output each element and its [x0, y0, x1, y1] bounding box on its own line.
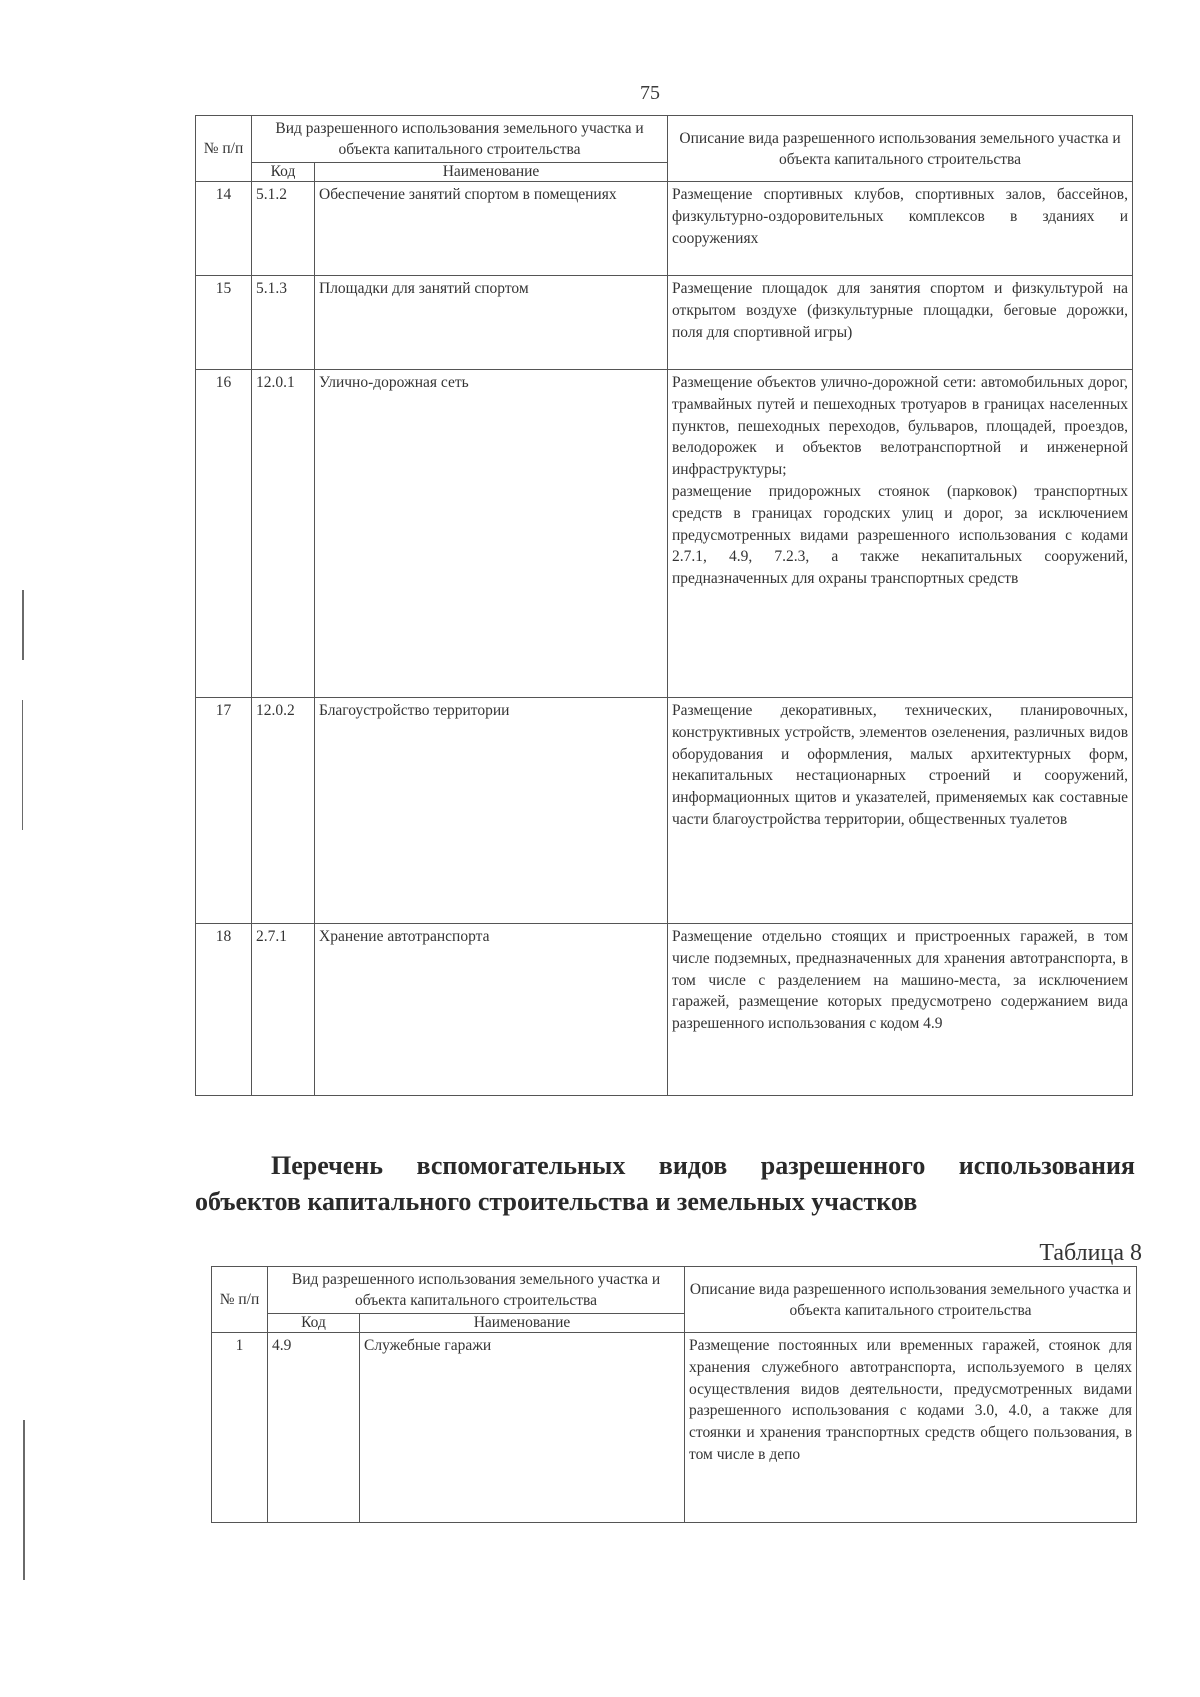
row-description: Размещение отдельно стоящих и пристроенных гаражей, в том числе подземных, предназначенных для хранения автотранспорта, в том числе с разделением на машино-места, за исключением гаражей, размещение которых предусмотрено содержанием вида разрешенного использования с кодом 4.9: [668, 924, 1133, 1096]
row-num: 14: [196, 182, 252, 276]
header-code: Код: [252, 163, 315, 182]
scan-margin-mark: [22, 700, 23, 830]
page-number: 75: [640, 82, 660, 104]
header-name: Наименование: [360, 1314, 685, 1333]
row-code: 5.1.3: [252, 276, 315, 370]
table-main-uses: [195, 115, 1133, 1096]
table-row: [196, 698, 1133, 924]
row-code: 2.7.1: [252, 924, 315, 1096]
row-code: 12.0.2: [252, 698, 315, 924]
table-caption: Таблица 8: [1039, 1240, 1142, 1266]
table-row: [196, 370, 1133, 698]
header-use-type: Вид разрешенного использования земельного участка и объекта капитального строительства: [268, 1267, 685, 1314]
row-num: 1: [212, 1333, 268, 1523]
row-description: [668, 370, 1133, 698]
header-num: № п/п: [212, 1267, 268, 1333]
row-name: Благоустройство территории: [315, 698, 668, 924]
header-description: Описание вида разрешенного использования земельного участка и объекта капитального строительства: [668, 116, 1133, 182]
header-use-type: Вид разрешенного использования земельного участка и объекта капитального строительства: [252, 116, 668, 163]
row-name: Хранение автотранспорта: [315, 924, 668, 1096]
header-num: № п/п: [196, 116, 252, 182]
row-description: Размещение декоративных, технических, планировочных, конструктивных устройств, элементов озеленения, различных видов оборудования и оформления, малых архитектурных форм, некапитальных нестационарных строений и сооружений, информационных щитов и указателей, применяемых как составные части благоустройства территории, общественных туалетов: [668, 698, 1133, 924]
row-num: 15: [196, 276, 252, 370]
row-name: Улично-дорожная сеть: [315, 370, 668, 698]
row-description: Размещение спортивных клубов, спортивных залов, бассейнов, физкультурно-оздоровительных комплексов в зданиях и сооружениях: [668, 182, 1133, 276]
row-num: 18: [196, 924, 252, 1096]
row-code: 12.0.1: [252, 370, 315, 698]
header-code: Код: [268, 1314, 360, 1333]
row-description-part: Размещение объектов улично-дорожной сети: автомобильных дорог, трамвайных путей и пешеходных тротуаров в границах населенных пунктов, пешеходных переходов, бульваров, площадей, проездов, велодорожек и объектов велотранспортной и инженерной инфраструктуры;: [672, 374, 1129, 479]
row-code: 5.1.2: [252, 182, 315, 276]
row-description-part: размещение придорожных стоянок (парковок) транспортных средств в границах городских улиц и дорог, за исключением предусмотренных видами разрешенного использования с кодами 2.7.1, 4.9, 7.2.3, а также некапитальных сооружений, предназначенных для охраны транспортных средств: [672, 482, 1129, 588]
scan-margin-mark: [23, 1420, 25, 1580]
row-code: 4.9: [268, 1333, 360, 1523]
row-name: Площадки для занятий спортом: [315, 276, 668, 370]
header-description: Описание вида разрешенного использования земельного участка и объекта капитального строительства: [685, 1267, 1137, 1333]
table-auxiliary-uses: [211, 1266, 1137, 1523]
row-num: 16: [196, 370, 252, 698]
row-num: 17: [196, 698, 252, 924]
table-row: [196, 924, 1133, 1096]
header-name: Наименование: [315, 163, 668, 182]
row-description: Размещение площадок для занятия спортом и физкультурой на открытом воздухе (физкультурные площадки, беговые дорожки, поля для спортивной игры): [668, 276, 1133, 370]
row-name: Обеспечение занятий спортом в помещениях: [315, 182, 668, 276]
row-name: Служебные гаражи: [360, 1333, 685, 1523]
row-description: Размещение постоянных или временных гаражей, стоянок для хранения служебного автотранспорта, используемого в целях осуществления видов деятельности, предусмотренных видами разрешенного использования с кодами 3.0, 4.0, а также для стоянки и хранения транспортных средств общего пользования, в том числе в депо: [685, 1333, 1137, 1523]
table-row: [212, 1333, 1137, 1523]
section-heading: Перечень вспомогательных видов разрешенного использования объектов капитального строительства и земельных участков: [195, 1151, 1135, 1216]
table-row: [196, 276, 1133, 370]
table-row: [196, 182, 1133, 276]
scan-margin-mark: [22, 590, 24, 660]
